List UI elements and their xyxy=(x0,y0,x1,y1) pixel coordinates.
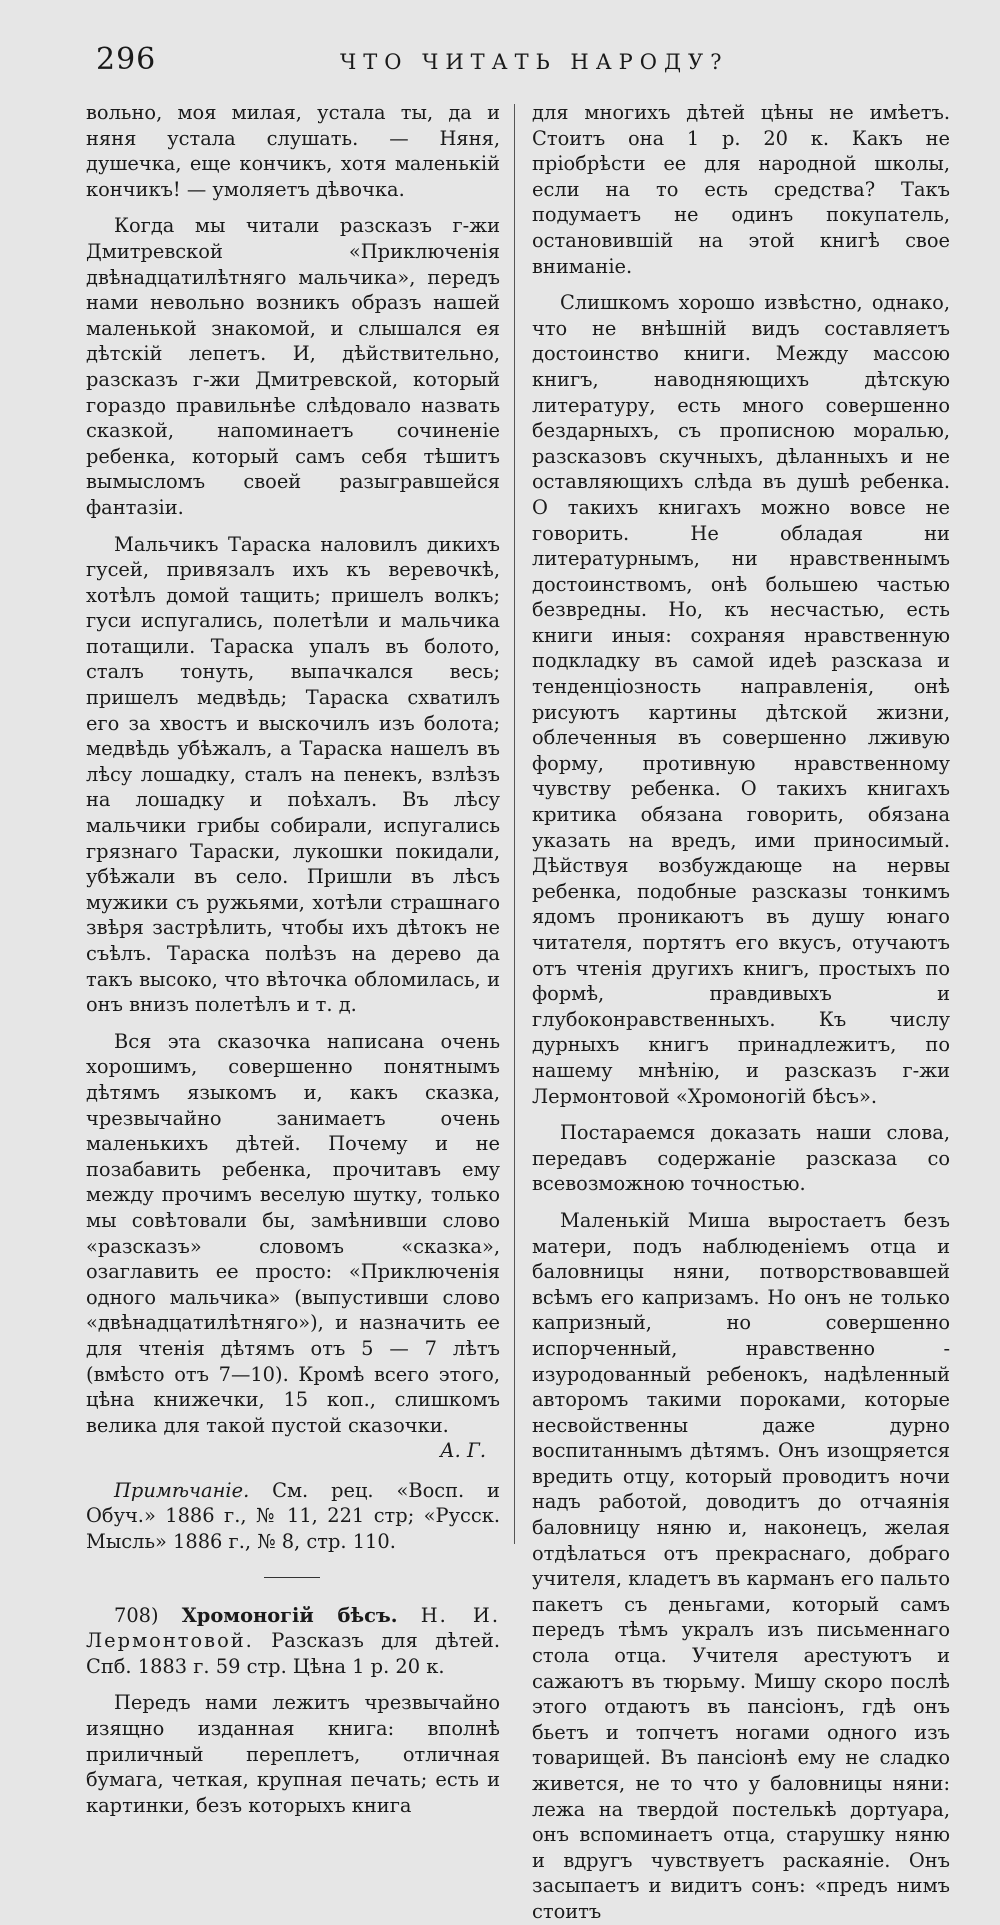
paragraph: Маленькій Миша выростаетъ безъ матери, подъ наблюденіемъ отца и баловницы няни, потворствовавшей всѣмъ его капризамъ. Но онъ не только капризный, но совершенно испорченный, нравственно - изуродованный ребенокъ, надѣленный авторомъ такими пороками, которые несвойственны даже дурно воспитаннымъ дѣтямъ. Онъ изощряется вредить отцу, который проводитъ ночи надъ работой, доводитъ до отчаянія баловницу няню и, наконецъ, желая отдѣлаться отъ прекраснаго, добраго учителя, кладетъ въ карманъ его пальто пакетъ съ деньгами, который самъ передъ тѣмъ укралъ изъ письменнаго стола отца. Учителя арестуютъ и сажаютъ въ тюрьму. Мишу скоро послѣ этого отдаютъ въ пансіонъ, гдѣ онъ бьетъ и топчетъ ногами одного изъ товарищей. Въ пансіонѣ ему не сладко живется, не то что у баловницы няни: лежа на твердой постелькѣ дортуара, онъ вспоминаетъ отца, старушку няню и вдругъ чувствуетъ раскаяніе. Онъ засыпаетъ и видитъ сонъ: «предъ нимъ стоитъ xyxy=(532,1208,950,1923)
paragraph: Вся эта сказочка написана очень хорошимъ, совершенно понятнымъ дѣтямъ языкомъ и, какъ сказка, чрезвычайно занимаетъ очень маленькихъ дѣтей. Почему и не позабавить ребенка, прочитавъ ему между прочимъ веселую шутку, только мы совѣтовали бы, замѣнивши слово «разсказъ» словомъ «сказка», озаглавить ее просто: «Приключенія одного мальчика» (выпустивши слово «двѣнадцатилѣтняго»), и назначить ее для чтенія дѣтямъ отъ 5 — 7 лѣтъ (вмѣсто отъ 7—10). Кромѣ всего этого, цѣна книжечки, 15 коп., слишкомъ велика для такой пустой сказочки. xyxy=(86,1029,500,1437)
entry-number: 708) xyxy=(114,1603,159,1627)
entry-author: Н. И. Лермонтовой. xyxy=(86,1603,500,1653)
footnote-text: См. рец. «Восп. и Обуч.» 1886 г., № 11, 221 стр; «Русск. Мысль» 1886 г., № 8, стр. 110. xyxy=(86,1478,500,1554)
paragraph: для многихъ дѣтей цѣны не имѣетъ. Стоитъ она 1 р. 20 к. Какъ не пріобрѣсти ее для народной школы, если на то есть средства? Такъ подумаетъ не одинъ покупатель, остановившій на этой книгѣ свое вниманіе. xyxy=(532,101,950,278)
paragraph: Когда мы читали разсказъ г-жи Дмитревской «Приключенія двѣнадцатилѣтняго мальчика», передъ нами невольно возникъ образъ нашей маленькой знакомой, и слышался ея дѣтскій лепетъ. И, дѣйствительно, разсказъ г-жи Дмитревской, который гораздо правильнѣе слѣдовало назвать сказкой, напоминаетъ сочиненіе ребенка, который самъ себя тѣшитъ вымысломъ своей разыгравшейся фантазіи. xyxy=(86,214,500,519)
signature: А. Г. xyxy=(439,1439,486,1463)
review-entry-heading xyxy=(86,1603,500,1680)
column-divider xyxy=(514,104,515,1544)
separator-rule xyxy=(264,1577,320,1578)
paragraph: Слишкомъ хорошо извѣстно, однако, что не внѣшній видъ составляетъ достоинство книги. Между массою книгъ, наводняющихъ дѣтскую литературу, есть много совершенно бездарныхъ, съ прописною моралью, разсказовъ скучныхъ, дѣланныхъ и не оставляющихъ слѣда въ душѣ ребенка. О такихъ книгахъ можно вовсе не говорить. Не обладая ни литературнымъ, ни нравственнымъ достоинствомъ, онѣ большею частью безвредны. Но, къ несчастью, есть книги иныя: сохраняя нравственную подкладку въ самой идеѣ разсказа и тенденціозность направленія, онѣ рисуютъ картины дѣтской жизни, облеченныя въ совершенно лживую форму, противную нравственному чувству ребенка. О такихъ книгахъ критика обязана говорить, обязана указать на вредъ, ими приносимый. Дѣйствуя возбуждающе на нервы ребенка, подобные разсказы тонкимъ ядомъ проникаютъ въ душу юнаго читателя, портятъ его вкусъ, отучаютъ отъ чтенія другихъ книгъ, простыхъ по формѣ, правдивыхъ и глубоконравственныхъ. Къ числу дурныхъ книгъ принадлежитъ, по нашему мнѣнію, и разсказъ г-жи Лермонтовой «Хромоногій бѣсъ». xyxy=(532,291,950,1108)
left-column xyxy=(86,100,500,1818)
paragraph: Постараемся доказать наши слова, передавъ содержаніе разсказа со всевозможною точностью. xyxy=(532,1121,950,1196)
paragraph: Мальчикъ Тараска наловилъ дикихъ гусей, привязалъ ихъ къ веревочкѣ, хотѣлъ домой тащить; пришелъ волкъ; гуси испугались, полетѣли и мальчика потащили. Тараска упалъ въ болото, сталъ тонуть, выпачкался весь; пришелъ медвѣдь; Тараска схватилъ его за хвостъ и выскочилъ изъ болота; медвѣдь убѣжалъ, а Тараска нашелъ въ лѣсу лошадку, сталъ на пенекъ, взлѣзъ на лошадку и поѣхалъ. Въ лѣсу мальчики грибы собирали, испугались грязнаго Тараски, лукошки покидали, убѣжали въ село. Пришли въ лѣсъ мужики съ ружьями, хотѣли страшнаго звѣря застрѣлить, чтобы ихъ дѣтокъ не съѣлъ. Тараска полѣзъ на дерево да такъ высоко, что вѣточка обломилась, и онъ внизъ полетѣлъ и т. д. xyxy=(86,532,500,1017)
entry-title: Хромоногій бѣсъ. xyxy=(181,1603,398,1627)
paragraph: Передъ нами лежитъ чрезвычайно изящно изданная книга: вполнѣ приличный переплетъ, отличная бумага, четкая, крупная печать; есть и картинки, безъ которыхъ книга xyxy=(86,1691,500,1817)
paragraph: вольно, моя милая, устала ты, да и няня устала слушать. — Няня, душечка, еще кончикъ, хотя маленькій кончикъ! — умоляетъ дѣвочка. xyxy=(86,101,500,201)
footnote-label: Примѣчаніе. xyxy=(114,1478,250,1502)
page-number: 296 xyxy=(96,42,157,77)
right-column xyxy=(532,100,950,1925)
entry-details: Разсказъ для дѣтей. Спб. 1883 г. 59 стр. Цѣна 1 р. 20 к. xyxy=(86,1629,500,1678)
running-head: ЧТО ЧИТАТЬ НАРОДУ? xyxy=(340,50,729,74)
footnote xyxy=(86,1478,500,1555)
